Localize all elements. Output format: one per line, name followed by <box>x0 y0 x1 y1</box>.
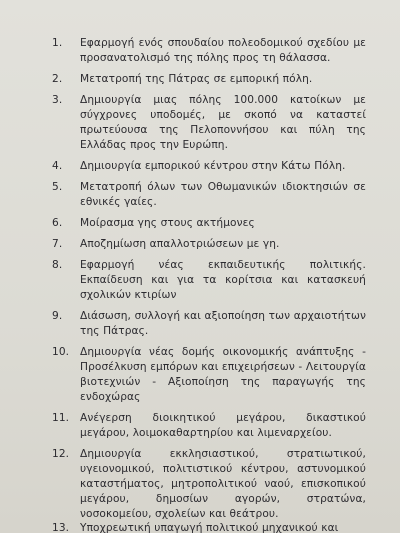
item-number: 9. <box>52 310 63 322</box>
list-item <box>0 411 400 441</box>
item-number: 1. <box>52 37 63 49</box>
list-item <box>0 159 400 174</box>
numbered-list <box>0 36 400 528</box>
item-text: Δημιουργία νέας δομής οικονομικής ανάπτυξης - Προσέλκυση εμπόρων και επιχειρήσεων - Λειτουργία βιοτεχνιών - Αξιοποίηση της παραγωγής της ενδοχώρας <box>80 346 366 403</box>
item-number: 10. <box>52 346 70 358</box>
item-number: 13. <box>52 522 70 533</box>
item-number: 11. <box>52 412 70 424</box>
item-number: 4. <box>52 160 63 172</box>
item-text: Δημιουργία εμπορικού κέντρου στην Κάτω Πόλη. <box>80 160 346 172</box>
item-text: Υποχρεωτική υπαγωγή πολιτικού μηχανικού και <box>80 522 339 533</box>
list-item <box>0 447 400 522</box>
item-text: Δημιουργία εκκλησιαστικού, στρατιωτικού, υγειονομικού, πολιτιστικού κέντρου, αστυνομικού καταστήματος, μητροπολιτικού ναού, επισκοπικού μεγάρου, δημοσίων αγορών, στρατώνα, νοσοκομείου, σχολείων και θεάτρου. <box>80 448 366 520</box>
item-text: Εφαρμογή νέας εκπαιδευτικής πολιτικής. Εκπαίδευση και για τα κορίτσια και κατασκευή σχολικών κτιρίων <box>80 259 366 301</box>
list-item-partial <box>0 521 400 533</box>
item-text: Μετατροπή όλων των Οθωμανικών ιδιοκτησιών σε εθνικές γαίες. <box>80 181 366 208</box>
item-number: 3. <box>52 94 63 106</box>
item-number: 12. <box>52 448 70 460</box>
item-number: 8. <box>52 259 63 271</box>
item-number: 5. <box>52 181 63 193</box>
list-item <box>0 237 400 252</box>
list-item <box>0 72 400 87</box>
item-text: Εφαρμογή ενός σπουδαίου πολεοδομικού σχεδίου με προσανατολισμό της πόλης προς τη θάλασσα. <box>80 37 366 64</box>
item-text: Αποζημίωση απαλλοτριώσεων με γη. <box>80 238 280 250</box>
item-text: Ανέγερση διοικητικού μεγάρου, δικαστικού μεγάρου, λοιμοκαθαρτηρίου και λιμεναρχείου. <box>80 412 366 439</box>
list-item <box>0 93 400 153</box>
list-item <box>0 180 400 210</box>
list-item <box>0 36 400 66</box>
item-text: Δημιουργία μιας πόλης 100.000 κατοίκων με σύγχρονες υποδομές, με σκοπό να καταστεί πρωτεύουσα της Πελοποννήσου και πύλη της Ελλάδας προς την Ευρώπη. <box>80 94 366 151</box>
item-text: Διάσωση, συλλογή και αξιοποίηση των αρχαιοτήτων της Πάτρας. <box>80 310 366 337</box>
list-item <box>0 309 400 339</box>
list-item <box>0 216 400 231</box>
list-item <box>0 345 400 405</box>
item-number: 7. <box>52 238 63 250</box>
item-text: Μοίρασμα γης στους ακτήμονες <box>80 217 255 229</box>
item-text: Μετατροπή της Πάτρας σε εμπορική πόλη. <box>80 73 313 85</box>
item-number: 6. <box>52 217 63 229</box>
item-number: 2. <box>52 73 63 85</box>
list-item <box>0 258 400 303</box>
